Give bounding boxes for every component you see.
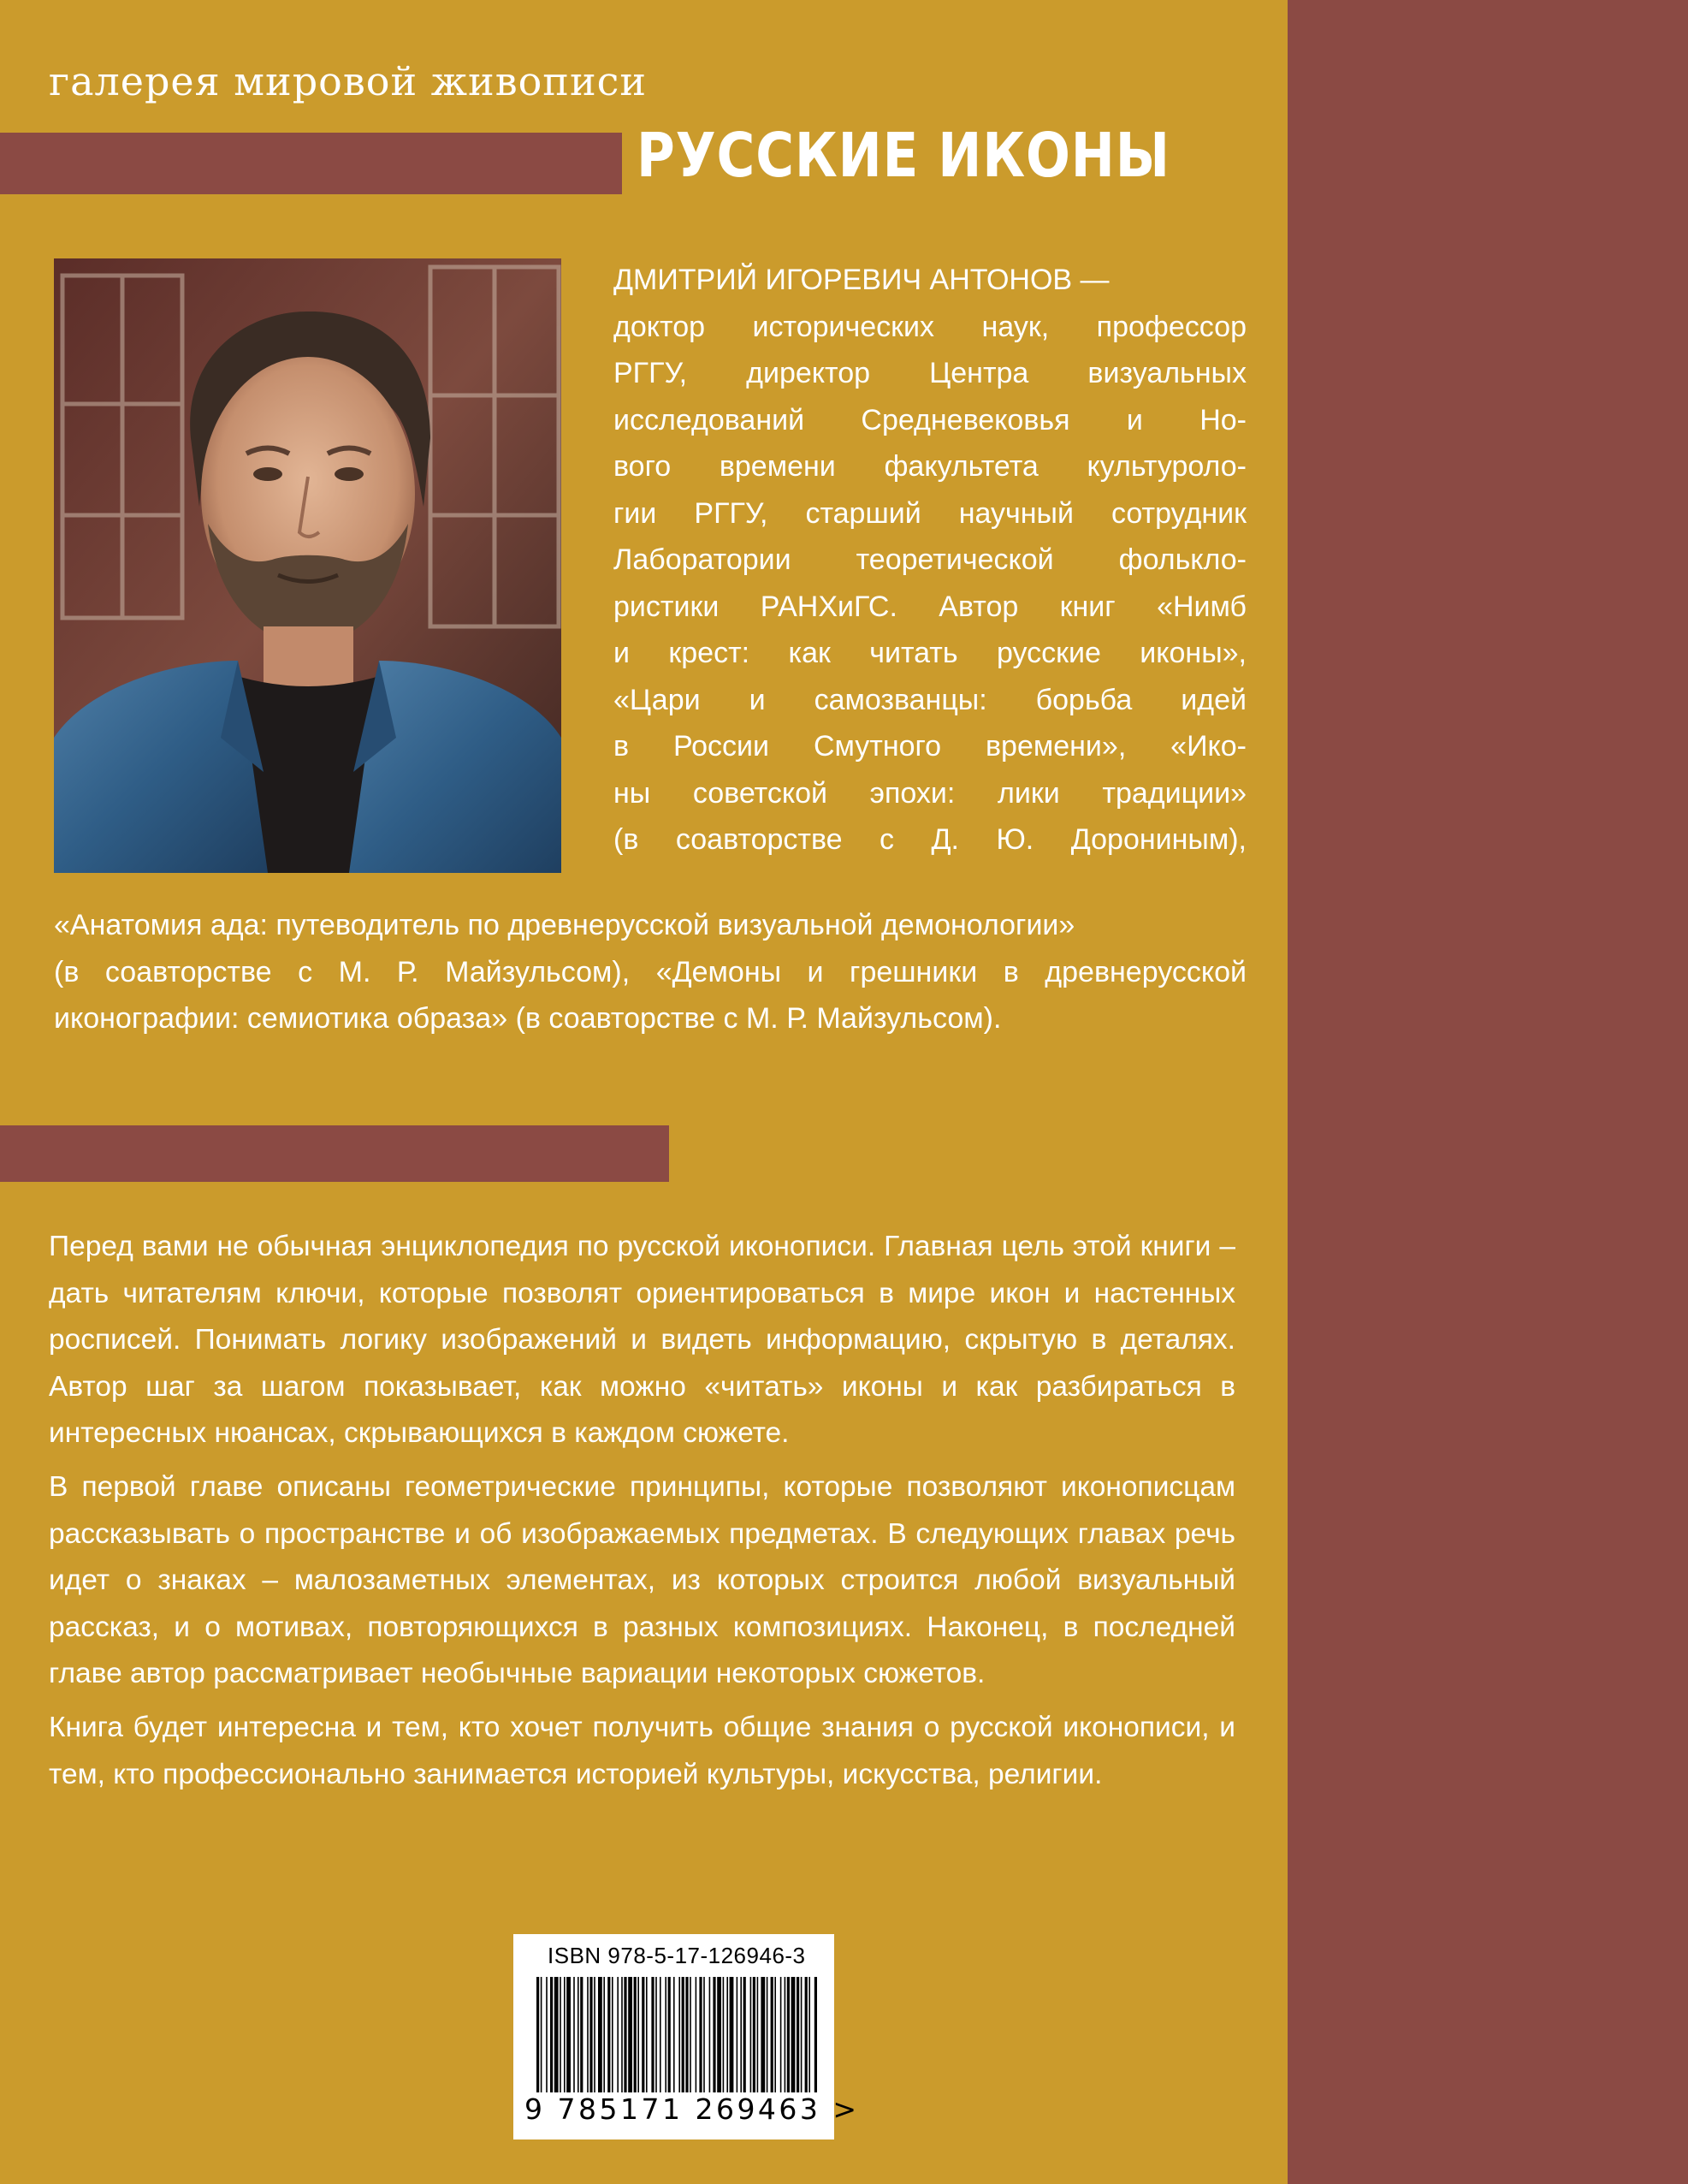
barcode-bar (726, 1977, 728, 2092)
barcode-bar (805, 1977, 808, 2092)
barcode-bar (780, 1977, 782, 2092)
barcode-bar (624, 1977, 626, 2092)
bio-line: РГГУ, директор Центра визуальных (613, 357, 1247, 389)
barcode-bar (541, 1977, 542, 2092)
barcode-bar (546, 1977, 548, 2092)
barcode-icon (536, 1977, 819, 2092)
bio-line: исследований Средневековья и Но- (613, 403, 1247, 436)
barcode-bar (774, 1977, 776, 2092)
barcode-bar (651, 1977, 654, 2092)
barcode-bar (665, 1977, 666, 2092)
barcode-bar (696, 1977, 697, 2092)
barcode-bar (757, 1977, 759, 2092)
barcode-bar (550, 1977, 553, 2092)
barcode-bar (587, 1977, 589, 2092)
spine-band (1288, 0, 1688, 2184)
barcode-bar (603, 1977, 605, 2092)
barcode-bar (690, 1977, 691, 2092)
barcode-bar (685, 1977, 688, 2092)
barcode-bar (536, 1977, 539, 2092)
barcode-bar (564, 1977, 566, 2092)
section-stripe (0, 1125, 669, 1182)
barcode-bar (566, 1977, 571, 2092)
barcode-bar (730, 1977, 734, 2092)
description-paragraph: Перед вами не обычная энциклопедия по русской иконописи. Главная цель этой книги – дать читателям ключи, которые позволят ориентироваться в мире икон и настенных росписей. Понимать логику изображений и видеть информацию, скрытую в деталях. Автор шаг за шагом показывает, как можно «читать» иконы и как разбираться в интересных нюансах, скрывающихся в каждом сюжете. (49, 1231, 1235, 1450)
barcode-box (513, 1934, 860, 2139)
barcode-bar (699, 1977, 702, 2092)
barcode-bar (598, 1977, 602, 2092)
barcode-bar (634, 1977, 637, 2092)
barcode-bar (703, 1977, 705, 2092)
barcode-bar (617, 1977, 619, 2092)
barcode-bar (709, 1977, 711, 2092)
barcode-bar (814, 1977, 817, 2092)
barcode-bar (767, 1977, 768, 2092)
bio-line: Лаборатории теоретической фолькло- (613, 543, 1247, 576)
barcode-bar (753, 1977, 755, 2092)
barcode-bar (787, 1977, 790, 2092)
bio-line: доктор исторических наук, профессор (613, 310, 1247, 343)
barcode-bar (682, 1977, 684, 2092)
barcode-bar (612, 1977, 613, 2092)
barcode-bar (589, 1977, 592, 2092)
author-bio-bottom (54, 902, 1247, 1042)
description-paragraph: Книга будет интересна и тем, кто хочет получить общие знания о русской иконописи, и тем, кто профессионально занимается историей культуры, искусства, религии. (49, 1711, 1235, 1790)
barcode-bar (673, 1977, 675, 2092)
author-photo (54, 258, 561, 873)
barcode-bar (713, 1977, 715, 2092)
barcode-bar (771, 1977, 773, 2092)
title-stripe (0, 133, 622, 194)
ean-digits: 9 785171 269463 > (524, 2092, 860, 2126)
barcode-bar (797, 1977, 799, 2092)
bio-line: (в соавторстве с М. Р. Майзульсом), «Демоны и грешники в древнерусской (54, 955, 1247, 988)
bio-line: «Цари и самозванцы: борьба идей (613, 683, 1247, 716)
barcode-bar (678, 1977, 680, 2092)
isbn-label: ISBN 978-5-17-126946-3 (548, 1943, 806, 1968)
barcode-bar (594, 1977, 595, 2092)
barcode-bar (646, 1977, 648, 2092)
bio-line: ристики РАНХиГС. Автор книг «Нимб (613, 590, 1247, 623)
book-title: РУССКИЕ ИКОНЫ (637, 120, 1170, 191)
barcode-bar (668, 1977, 671, 2092)
barcode-bar (580, 1977, 583, 2092)
barcode-bar (750, 1977, 752, 2092)
bio-line: вого времени факультета культуроло- (613, 450, 1247, 483)
series-title: галерея мировой живописи (49, 58, 648, 104)
description-paragraph: В первой главе описаны геометрические принципы, которые позволяют иконописцам рассказывать о пространстве и об изображаемых предметах. В следующих главах речь идет о знаках – малозаметных элементах, из которых строится любой визуальный рассказ, и о мотивах, повторяющихся в разных композициях. Наконец, в последней главе автор рассматривает необычные вариации некоторых сюжетов. (49, 1470, 1235, 1690)
barcode-bar (560, 1977, 561, 2092)
barcode-bar (607, 1977, 610, 2092)
barcode-bar (737, 1977, 738, 2092)
bio-line: и крест: как читать русские иконы», (613, 637, 1247, 669)
book-description (49, 1224, 1235, 1798)
bio-line: в России Смутного времени», «Ико- (613, 730, 1247, 763)
bio-line: гии РГГУ, старший научный сотрудник (613, 496, 1247, 530)
barcode-bar (740, 1977, 742, 2092)
barcode-bar (577, 1977, 579, 2092)
barcode-bar (801, 1977, 803, 2092)
barcode-bar (628, 1977, 632, 2092)
bio-line: «Анатомия ада: путеводитель по древнерусской визуальной демонологии» (54, 909, 1075, 941)
bio-line: ДМИТРИЙ ИГОРЕВИЧ АНТОНОВ — (613, 264, 1110, 296)
barcode-bar (808, 1977, 810, 2092)
barcode-bar (621, 1977, 623, 2092)
barcode-bar (637, 1977, 639, 2092)
barcode-bar (723, 1977, 725, 2092)
barcode-bar (655, 1977, 657, 2092)
author-bio-top (613, 257, 1247, 864)
bio-line: ны советской эпохи: лики традиции» (613, 776, 1247, 810)
barcode-bar (554, 1977, 559, 2092)
bio-line: (в соавторстве с Д. Ю. Дорониным), (613, 823, 1247, 856)
barcode-bar (743, 1977, 746, 2092)
barcode-bar (642, 1977, 644, 2092)
barcode-bar (717, 1977, 721, 2092)
bio-line: иконографии: семиотика образа» (в соавторстве с М. Р. Майзульсом). (54, 1002, 1002, 1035)
barcode-bar (785, 1977, 786, 2092)
barcode-bar (791, 1977, 796, 2092)
barcode-bar (660, 1977, 661, 2092)
barcode-bar (761, 1977, 765, 2092)
barcode-bar (573, 1977, 575, 2092)
